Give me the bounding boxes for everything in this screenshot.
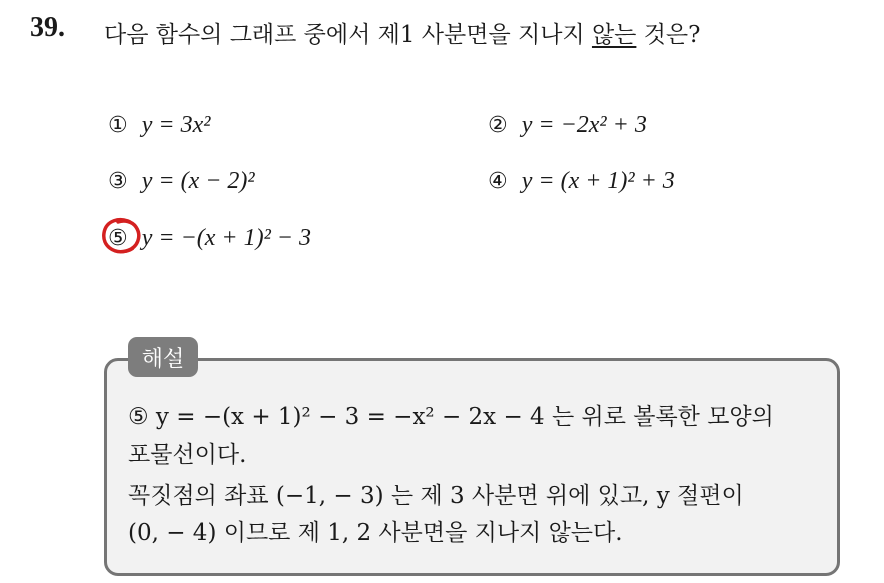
question-text bbox=[104, 16, 700, 49]
solution-line-3: 꼭짓점의 좌표 (−1, − 3) 는 제 3 사분면 위에 있고, y 절편이 bbox=[128, 483, 744, 509]
choice-3[interactable] bbox=[108, 168, 255, 195]
choice-4-marker: ④ bbox=[488, 169, 508, 194]
choice-5-equation: y = −(x + 1)² − 3 bbox=[141, 225, 311, 251]
choice-3-marker: ③ bbox=[108, 169, 128, 194]
choice-2-marker: ② bbox=[488, 113, 508, 138]
choice-1-marker: ① bbox=[108, 113, 128, 138]
choice-2[interactable] bbox=[488, 112, 647, 139]
answer-circle-mark bbox=[100, 216, 144, 256]
solution-line-4: (0, − 4) 이므로 제 1, 2 사분면을 지나지 않는다. bbox=[128, 520, 623, 546]
choice-1-equation: y = 3x² bbox=[141, 112, 211, 138]
choice-4[interactable] bbox=[488, 168, 675, 195]
choice-1[interactable] bbox=[108, 112, 210, 139]
choice-4-equation: y = (x + 1)² + 3 bbox=[521, 168, 675, 194]
question-text-after: 것은? bbox=[636, 22, 701, 48]
solution-line-1: ⑤ y = −(x + 1)² − 3 = −x² − 2x − 4 는 위로 볼록한 모양의 bbox=[128, 404, 774, 430]
question-text-before: 다음 함수의 그래프 중에서 제1 사분면을 지나지 bbox=[104, 22, 592, 48]
choice-2-equation: y = −2x² + 3 bbox=[521, 112, 647, 138]
question-text-underlined: 않는 bbox=[591, 22, 637, 48]
choice-5-marker: ⑤ bbox=[108, 226, 128, 251]
choice-3-equation: y = (x − 2)² bbox=[141, 168, 255, 194]
question-number: 39. bbox=[30, 12, 65, 43]
solution-line-2: 포물선이다. bbox=[128, 442, 247, 468]
solution-label-tab: 해설 bbox=[128, 337, 198, 377]
